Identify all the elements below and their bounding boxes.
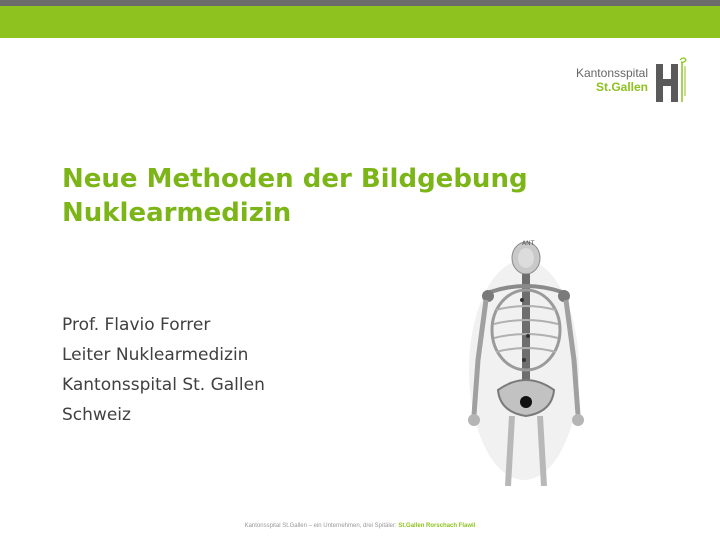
presenter-info — [62, 310, 382, 430]
footer-text: Kantonsspital St.Gallen – ein Unternehmen, drei Spitäler: — [244, 523, 397, 529]
title-line-1: Neue Methoden der Bildgebung — [62, 164, 528, 194]
logo-line-2: St.Gallen — [595, 80, 648, 94]
scan-label: ANT — [522, 240, 535, 247]
logo-h-mark-icon — [656, 56, 690, 104]
footer — [0, 523, 720, 529]
skeleton-scan-graphic — [422, 240, 626, 486]
presenter-name: Prof. Flavio Forrer — [62, 315, 211, 335]
logo-text — [576, 66, 648, 94]
title-line-2: Nuklearmedizin — [62, 198, 292, 228]
slide-title — [62, 162, 582, 230]
footer-hospitals: St.Gallen Rorschach Flawil — [398, 523, 476, 529]
logo-line-1: Kantonsspital — [575, 66, 648, 80]
presenter-role: Leiter Nuklearmedizin — [62, 345, 249, 365]
presenter-country: Schweiz — [62, 405, 131, 425]
bone-scan-image — [422, 240, 626, 486]
presenter-institution: Kantonsspital St. Gallen — [62, 375, 265, 395]
top-green-bar — [0, 6, 720, 38]
hospital-logo — [560, 52, 700, 104]
